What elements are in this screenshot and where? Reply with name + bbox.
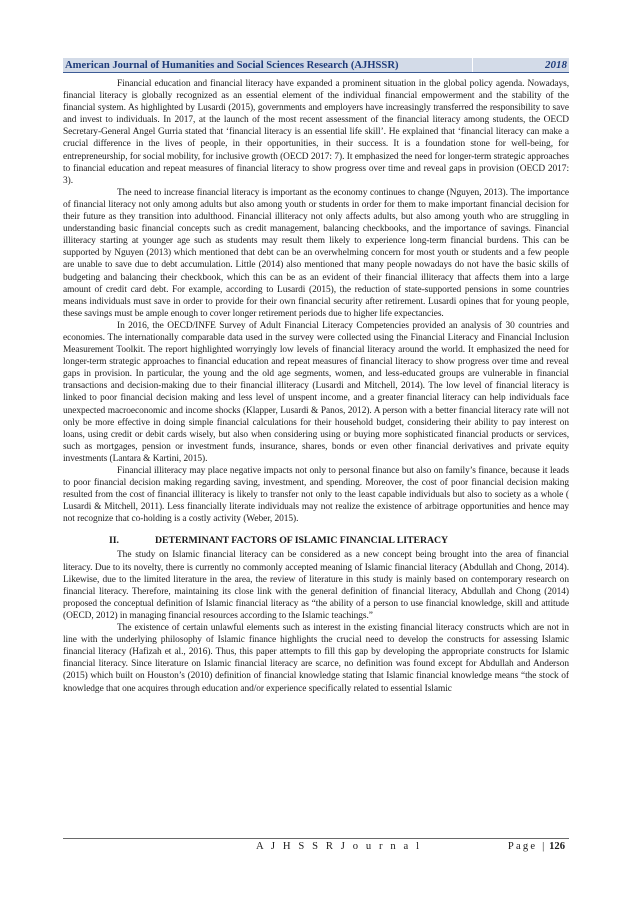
journal-year: 2018	[545, 59, 567, 71]
page-number: 126	[549, 841, 565, 852]
footer-journal: A J H S S R J o u r n a l	[256, 841, 422, 852]
article-body	[63, 78, 569, 695]
paragraph: The study on Islamic financial literacy can be considered as a new concept being brought into the area of financial literacy. Due to its novelty, there is currently no commonly accepted meaning of Islamic financial literacy (Abdullah and Chong, 2014). Likewise, due to the limited literature in the area, the review of literature in this study is mainly based on contemporary research on financial literacy. Therefore, maintaining its close link with the general definition of financial literacy, Abdullah and Chong (2014) proposed the conceptual definition of Islamic financial literacy as “the ability of a person to use financial knowledge, skill and attitude (OECD, 2012) in managing financial resources according to the Islamic teachings.”	[63, 550, 569, 621]
journal-header	[63, 58, 569, 73]
page-label: Page |	[507, 841, 547, 852]
section-number: II.	[109, 535, 119, 547]
paragraph: Financial illiteracy may place negative impacts not only to personal finance but also on family’s finance, because it leads to poor financial decision making regarding saving, investment, and spending. Moreover, the cost of poor financial decision making resulted from the cost of financial illiteracy is likely to transfer not only to the least capable individuals but also to society as a whole ( Lusardi & Mitchell, 2011). Less financially literate individuals may not realize the existence of arbitrage opportunities and hence may not recognize that co-holding is a costly activity (Weber, 2015).	[63, 466, 569, 525]
paragraph: The existence of certain unlawful elements such as interest in the existing financial literacy constructs which are not in line with the underlying philosophy of Islamic finance highlights the crucial need to develop the constructs for assessing Islamic financial literacy (Hafizah et al., 2016). Thus, this paper attempts to fill this gap by developing the appropriate constructs for Islamic financial literacy. Since literature on Islamic financial literacy are scarce, no definition was found except for Abdullah and Anderson (2015) which built on Houston’s (2010) definition of financial knowledge stating that Islamic financial knowledge means “the stock of knowledge that one acquires through education and/or experience specifically related to essential Islamic	[63, 623, 569, 694]
paragraph: In 2016, the OECD/INFE Survey of Adult Financial Literacy Competencies provided an analysis of 30 countries and economies. The internationally comparable data used in the survey were collected using the Financial Literacy and Financial Inclusion Measurement Toolkit. The report highlighted worryingly low levels of financial literacy around the world. It emphasized the need for longer-term strategic approaches to financial education and repeat measures of financial literacy to show progress over time and reveal gaps in provision. In particular, the young and the old age segments, women, and less-educated groups are vulnerable in financial transactions and decision-making due to their financial illiteracy (Lusardi and Mitchell, 2014). The low level of financial literacy is linked to poor financial decision making and less level of unspent income, and a greater financial literacy can help individuals face unexpected macroeconomic and income shocks (Klapper, Lusardi & Panos, 2012). A person with a better financial literacy rate will not only be more effective in doing simple financial calculations for their household budget, considering their ability to pay interest on loans, using credit or debit cards wisely, but also when considering using or buying more sophisticated financial products or services, such as mortgages, pension or investment funds, insurance, shares, bonds or even other financial derivatives and private equity investments (Lantara & Kartini, 2015).	[63, 320, 569, 464]
paragraph: The need to increase financial literacy is important as the economy continues to change (Nguyen, 2013). The importance of financial literacy not only among adults but also among youth or students in order for them to make important financial decision for their future as they transition into adulthood. Financial illiteracy not only affects adults, but also among youth who are struggling in understanding basic financial concepts such as credit management, balancing checkbooks, and the importance of savings. Financial illiteracy starting at younger age such as students may result them likely to experience long-term financial burdens. This can be supported by Nguyen (2013) which mentioned that debt can be an overwhelming concern for most youth or students and a few people are unable to save due to debt accumulation. Little (2014) also mentioned that many people nowadays do not have the basic skills of budgeting and balancing their checkbook, which this can be as an evident of their financial illiteracy that affects them into a large amount of credit card debt. For example, according to Lusardi (2015), the reduction of state-supported pensions in some countries means individuals must save in order to provide for their own financial security after retirement. Lusardi opines that for young people, these savings must be ample enough to cover longer retirement periods due to higher life expectancies.	[63, 187, 569, 319]
section-heading	[63, 535, 569, 547]
page-indicator	[508, 841, 565, 852]
header-divider	[472, 58, 473, 72]
paragraph: Financial education and financial literacy have expanded a prominent situation in the global policy agenda. Nowadays, financial literacy is globally recognized as an essential element of the individual financial empowerment and the stability of the financial system. As highlighted by Lusardi (2015), governments and employers have increasingly transferred the responsibility to save and invest to individuals. In 2017, at the launch of the most recent assessment of the financial literacy among students, the OECD Secretary-General Angel Gurria stated that ‘financial literacy is an essential life skill’. He explained that ‘financial literacy can make a crucial difference in the lives of people, in their opportunities, in their success. It is a foundation stone for well-being, for entrepreneurship, for social mobility, for inclusive growth (OECD 2017: 7). It emphasized the need for longer-term strategic approaches to financial education and repeat measures of financial literacy to show progress over time and reveal gaps in provision (OECD 2017: 3).	[63, 79, 569, 186]
page-footer	[63, 838, 569, 853]
journal-title: American Journal of Humanities and Social Sciences Research (AJHSSR)	[65, 59, 399, 71]
section-title: DETERMINANT FACTORS OF ISLAMIC FINANCIAL LITERACY	[155, 535, 449, 547]
